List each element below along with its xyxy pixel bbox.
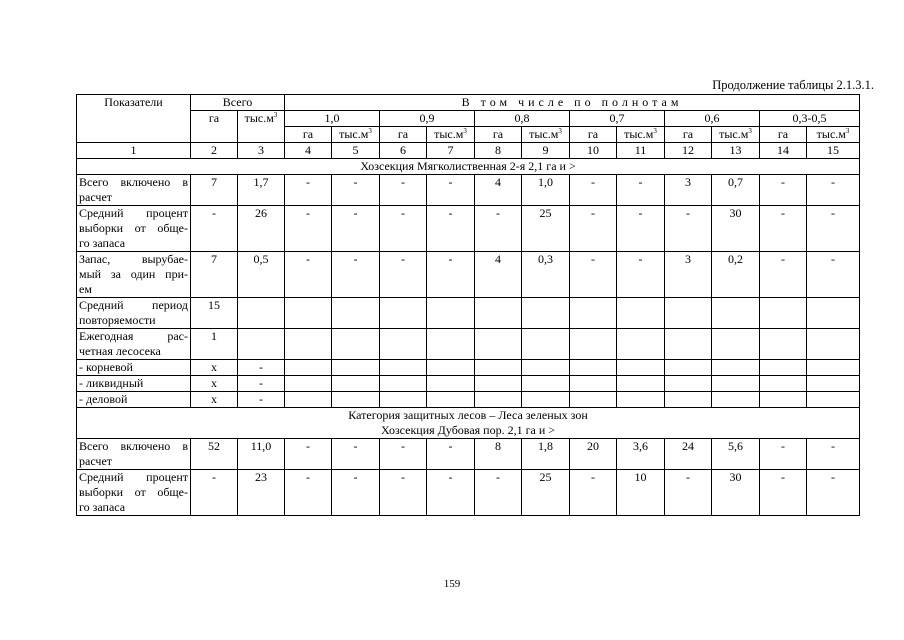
- forest-table: [76, 94, 860, 516]
- table-cell: 0,5: [238, 252, 285, 298]
- table-cell: -: [760, 439, 807, 470]
- row-label-line: ем: [79, 282, 92, 296]
- table-cell: -: [760, 206, 807, 252]
- header-total: Всего: [191, 95, 285, 111]
- table-cell: -: [285, 252, 332, 298]
- table-cell: -: [665, 206, 712, 252]
- table-cell: [665, 360, 712, 376]
- table-cell: [570, 329, 617, 360]
- header-unit-m3: $тыс.м^3$: [617, 127, 665, 143]
- row-label-line: Средний процент: [79, 206, 188, 220]
- header-unit-m3: $тыс.м^3$: [332, 127, 380, 143]
- table-cell: [807, 298, 860, 329]
- table-cell: -: [332, 252, 380, 298]
- table-cell: [522, 329, 570, 360]
- table-cell: -: [380, 439, 427, 470]
- header-density: 0,9: [380, 111, 475, 127]
- table-cell: -: [285, 470, 332, 516]
- row-label-line: мый за один при-: [79, 267, 188, 281]
- row-label-line: - ликвидный: [79, 376, 144, 390]
- table-cell: -: [760, 252, 807, 298]
- row-label-line: го запаса: [79, 500, 126, 514]
- table-cell: [380, 298, 427, 329]
- table-cell: 3: [665, 252, 712, 298]
- table-cell: х: [191, 360, 238, 376]
- table-cell: 8: [475, 439, 522, 470]
- header-row-1: [77, 95, 860, 111]
- row-label-line: Ежегодная рас-: [79, 329, 188, 343]
- row-label: [77, 206, 191, 252]
- row-label-line: - деловой: [79, 392, 128, 406]
- table-cell: [807, 329, 860, 360]
- header-total-ha: га: [191, 111, 238, 143]
- header-density: 0,7: [570, 111, 665, 127]
- table-cell: 30: [712, 206, 760, 252]
- table-cell: [285, 298, 332, 329]
- table-cell: [760, 392, 807, 408]
- table-cell: 11,0: [238, 439, 285, 470]
- section2-category: Категория защитных лесов – Леса зеленых зон: [348, 408, 588, 422]
- table-cell: -: [427, 175, 475, 206]
- row-label-line: Всего включено в: [79, 439, 188, 453]
- section2-title: [77, 408, 860, 439]
- table-cell: 15: [191, 298, 238, 329]
- header-unit-m3: $тыс.м^3$: [807, 127, 860, 143]
- row-label-line: Всего включено в: [79, 175, 188, 189]
- row-label: [77, 376, 191, 392]
- table-cell: -: [191, 206, 238, 252]
- table-cell: [617, 376, 665, 392]
- table-cell: 30: [712, 470, 760, 516]
- table-cell: -: [238, 392, 285, 408]
- column-number: 15: [807, 143, 860, 159]
- table-cell: [475, 392, 522, 408]
- table-cell: [665, 376, 712, 392]
- header-row-numbers: [77, 143, 860, 159]
- table-cell: -: [760, 470, 807, 516]
- table-cell: -: [427, 439, 475, 470]
- table-cell: 10: [617, 470, 665, 516]
- table-row: [77, 329, 860, 360]
- table-cell: -: [570, 206, 617, 252]
- row-label: [77, 470, 191, 516]
- row-label: [77, 392, 191, 408]
- table-cell: -: [427, 470, 475, 516]
- table-cell: [570, 376, 617, 392]
- table-cell: 25: [522, 206, 570, 252]
- table-cell: -: [617, 175, 665, 206]
- table-cell: [617, 360, 665, 376]
- table-cell: -: [475, 206, 522, 252]
- table-cell: [332, 298, 380, 329]
- table-cell: [522, 360, 570, 376]
- table-cell: -: [238, 360, 285, 376]
- table-cell: [427, 298, 475, 329]
- header-unit-m3: $тыс.м^3$: [522, 127, 570, 143]
- column-number: 3: [238, 143, 285, 159]
- header-unit-ha: га: [570, 127, 617, 143]
- table-cell: х: [191, 392, 238, 408]
- table-cell: [522, 392, 570, 408]
- table-cell: [332, 376, 380, 392]
- table-cell: -: [427, 206, 475, 252]
- row-label: [77, 175, 191, 206]
- table-cell: 4: [475, 252, 522, 298]
- table-cell: [522, 298, 570, 329]
- row-label-line: Средний период: [79, 298, 188, 312]
- table-cell: [427, 392, 475, 408]
- table-cell: [380, 392, 427, 408]
- table-cell: -: [807, 206, 860, 252]
- row-label-line: расчет: [79, 190, 113, 204]
- table-cell: [238, 329, 285, 360]
- row-label-line: четная лесосека: [79, 344, 161, 358]
- table-cell: [570, 392, 617, 408]
- section2-subtitle: Хозсекция Дубовая пор. 2,1 га и >: [381, 423, 556, 437]
- table-cell: -: [570, 175, 617, 206]
- table-cell: -: [570, 252, 617, 298]
- table-cell: [665, 329, 712, 360]
- table-cell: [285, 329, 332, 360]
- table-cell: 4: [475, 175, 522, 206]
- table-cell: [712, 298, 760, 329]
- table-cell: [760, 360, 807, 376]
- table-cell: -: [332, 470, 380, 516]
- table-cell: [807, 376, 860, 392]
- table-cell: [712, 360, 760, 376]
- table-cell: [617, 298, 665, 329]
- table-cell: [332, 329, 380, 360]
- table-cell: 1,7: [238, 175, 285, 206]
- column-number: 1: [77, 143, 191, 159]
- header-density: 0,3-0,5: [760, 111, 860, 127]
- table-row: [77, 376, 860, 392]
- table-cell: -: [760, 175, 807, 206]
- header-unit-ha: га: [380, 127, 427, 143]
- row-label-line: выборки от обще-: [79, 485, 188, 499]
- table-cell: -: [238, 376, 285, 392]
- table-cell: [475, 298, 522, 329]
- table-cell: 3: [665, 175, 712, 206]
- table-cell: [285, 360, 332, 376]
- table-row: [77, 439, 860, 470]
- table-cell: [760, 298, 807, 329]
- table-cell: 25: [522, 470, 570, 516]
- table-cell: 24: [665, 439, 712, 470]
- column-number: 13: [712, 143, 760, 159]
- header-unit-ha: га: [665, 127, 712, 143]
- column-number: 11: [617, 143, 665, 159]
- table-cell: 5,6: [712, 439, 760, 470]
- table-cell: [427, 376, 475, 392]
- header-density: 0,8: [475, 111, 570, 127]
- table-cell: -: [475, 470, 522, 516]
- header-unit-ha: га: [760, 127, 807, 143]
- table-cell: [712, 376, 760, 392]
- table-cell: 52: [191, 439, 238, 470]
- table-cell: -: [380, 252, 427, 298]
- table-cell: -: [380, 175, 427, 206]
- header-including: В том числе по полнотам: [285, 95, 860, 111]
- table-cell: -: [427, 252, 475, 298]
- table-cell: 1,0: [522, 175, 570, 206]
- table-cell: [807, 360, 860, 376]
- table-cell: [570, 360, 617, 376]
- table-cell: -: [332, 439, 380, 470]
- header-unit-ha: га: [285, 127, 332, 143]
- table-cell: [285, 376, 332, 392]
- table-cell: -: [285, 206, 332, 252]
- table-row: [77, 298, 860, 329]
- row-label-line: расчет: [79, 454, 113, 468]
- table-cell: [238, 298, 285, 329]
- column-number: 6: [380, 143, 427, 159]
- column-number: 4: [285, 143, 332, 159]
- row-label-line: Средний процент: [79, 470, 188, 484]
- table-cell: [475, 360, 522, 376]
- table-cell: 0,7: [712, 175, 760, 206]
- table-cell: -: [285, 175, 332, 206]
- table-cell: [712, 392, 760, 408]
- header-unit-m3: $тыс.м^3$: [712, 127, 760, 143]
- section1-title-row: [77, 159, 860, 175]
- row-label-line: выборки от обще-: [79, 221, 188, 235]
- table-cell: -: [332, 206, 380, 252]
- table-cell: [712, 329, 760, 360]
- table-cell: [380, 360, 427, 376]
- row-label-line: повторяемости: [79, 313, 156, 327]
- header-indicators: Показатели: [77, 95, 191, 143]
- table-caption: Продолжение таблицы 2.1.3.1.: [712, 78, 874, 92]
- row-label-line: Запас, вырубае-: [79, 252, 188, 266]
- column-number: 10: [570, 143, 617, 159]
- header-unit-m3: $тыс.м^3$: [427, 127, 475, 143]
- table-cell: [285, 392, 332, 408]
- header-density: 0,6: [665, 111, 760, 127]
- table-cell: 1: [191, 329, 238, 360]
- column-number: 12: [665, 143, 712, 159]
- column-number: 9: [522, 143, 570, 159]
- table-cell: 1,8: [522, 439, 570, 470]
- row-label: [77, 252, 191, 298]
- table-cell: -: [380, 206, 427, 252]
- header-unit-ha: га: [475, 127, 522, 143]
- table-cell: х: [191, 376, 238, 392]
- row-label: [77, 439, 191, 470]
- row-label: [77, 360, 191, 376]
- section2-title-row: [77, 408, 860, 439]
- table-row: [77, 392, 860, 408]
- table-cell: -: [617, 252, 665, 298]
- table-cell: -: [285, 439, 332, 470]
- table-cell: [760, 376, 807, 392]
- column-number: 2: [191, 143, 238, 159]
- table-cell: [665, 298, 712, 329]
- table-cell: [760, 329, 807, 360]
- header-total-m3: $тыс.м^3$: [238, 111, 285, 143]
- table-cell: [380, 376, 427, 392]
- column-number: 7: [427, 143, 475, 159]
- header-density: 1,0: [285, 111, 380, 127]
- table-cell: [332, 392, 380, 408]
- table-cell: 23: [238, 470, 285, 516]
- column-number: 14: [760, 143, 807, 159]
- table-row: [77, 252, 860, 298]
- column-number: 8: [475, 143, 522, 159]
- table-row: [77, 175, 860, 206]
- table-row: [77, 470, 860, 516]
- row-label-line: го запаса: [79, 236, 126, 250]
- table-cell: -: [570, 470, 617, 516]
- section1-title: Хозсекция Мягколиственная 2-я 2,1 га и >: [77, 159, 860, 175]
- row-label: [77, 329, 191, 360]
- table-row: [77, 206, 860, 252]
- table-cell: 7: [191, 252, 238, 298]
- table-cell: -: [665, 470, 712, 516]
- table-cell: -: [807, 175, 860, 206]
- table-cell: -: [807, 470, 860, 516]
- table-cell: [380, 329, 427, 360]
- row-label-line: - корневой: [79, 360, 133, 374]
- table-cell: [617, 329, 665, 360]
- table-cell: [617, 392, 665, 408]
- column-number: 5: [332, 143, 380, 159]
- table-cell: [332, 360, 380, 376]
- table-cell: [427, 360, 475, 376]
- table-cell: -: [617, 206, 665, 252]
- table-cell: [475, 329, 522, 360]
- table-cell: [570, 298, 617, 329]
- row-label: [77, 298, 191, 329]
- table-cell: -: [807, 252, 860, 298]
- table-cell: -: [332, 175, 380, 206]
- table-cell: [807, 392, 860, 408]
- page-number: 159: [443, 578, 461, 590]
- table-cell: 7: [191, 175, 238, 206]
- table-cell: 0,2: [712, 252, 760, 298]
- table-cell: 20: [570, 439, 617, 470]
- table-cell: -: [807, 439, 860, 470]
- table-cell: [427, 329, 475, 360]
- table-cell: 0,3: [522, 252, 570, 298]
- header-row-2: [77, 111, 860, 127]
- table-cell: -: [191, 470, 238, 516]
- table-cell: 26: [238, 206, 285, 252]
- table-cell: [522, 376, 570, 392]
- table-cell: [665, 392, 712, 408]
- table-cell: -: [380, 470, 427, 516]
- table-row: [77, 360, 860, 376]
- table-cell: [475, 376, 522, 392]
- table-cell: 3,6: [617, 439, 665, 470]
